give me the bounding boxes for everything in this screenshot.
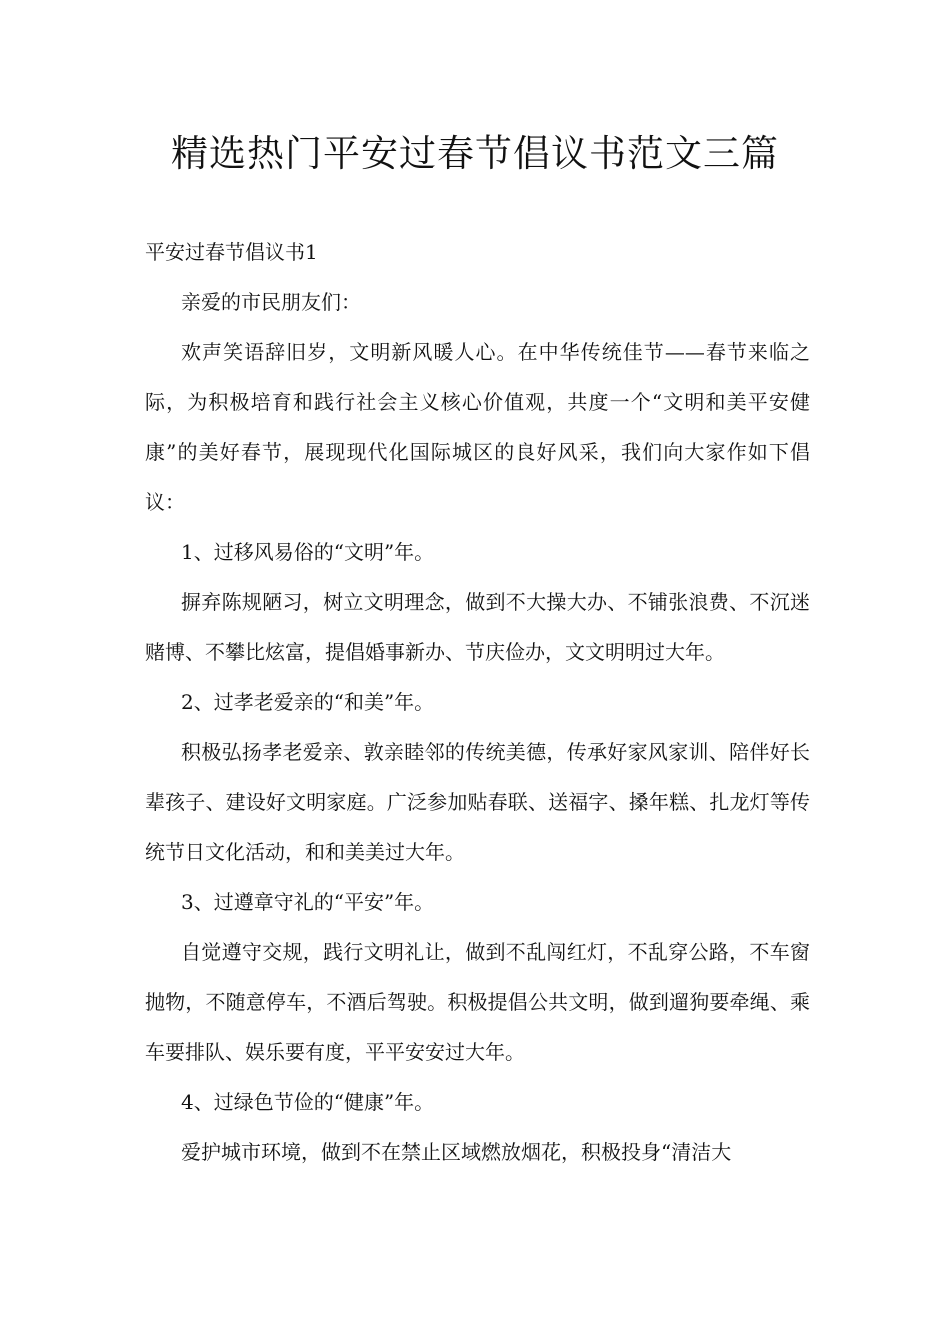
- item-2-heading: 2、过孝老爱亲的“和美”年。: [181, 690, 435, 714]
- item-2-paragraph: 积极弘扬孝老爱亲、敦亲睦邻的传统美德，传承好家风家训、陪伴好长辈孩子、建设好文明家庭。广泛参加贴春联、送福字、搡年糕、扎龙灯等传统节日文化活动，和和美美过大年。: [145, 740, 810, 864]
- item-3-paragraph: 自觉遵守交规，践行文明礼让，做到不乱闯红灯，不乱穿公路，不车窗抛物，不随意停车，不酒后驾驶。积极提倡公共文明，做到遛狗要牵绳、乘车要排队、娱乐要有度，平平安安过大年。: [145, 940, 810, 1064]
- item-4-paragraph: 爱护城市环境，做到不在禁止区域燃放烟花，积极投身“清洁大: [181, 1140, 732, 1164]
- document-body: [145, 227, 810, 1177]
- salutation: 亲爱的市民朋友们：: [181, 290, 361, 314]
- item-1-paragraph: 摒弃陈规陋习，树立文明理念，做到不大操大办、不铺张浪费、不沉迷赌博、不攀比炫富，提倡婚事新办、节庆俭办，文文明明过大年。: [145, 590, 810, 664]
- item-1-heading: 1、过移风易俗的“文明”年。: [181, 540, 435, 564]
- item-3-heading: 3、过遵章守礼的“平安”年。: [181, 890, 435, 914]
- document-title: 精选热门平安过春节倡议书范文三篇: [171, 132, 779, 175]
- intro-paragraph: 欢声笑语辞旧岁，文明新风暖人心。在中华传统佳节——春节来临之际，为积极培育和践行社会主义核心价值观，共度一个“文明和美平安健康”的美好春节，展现现代化国际城区的良好风采，我们向大家作如下倡议：: [145, 340, 810, 514]
- section-heading: 平安过春节倡议书1: [145, 240, 318, 264]
- item-4-heading: 4、过绿色节俭的“健康”年。: [181, 1090, 435, 1114]
